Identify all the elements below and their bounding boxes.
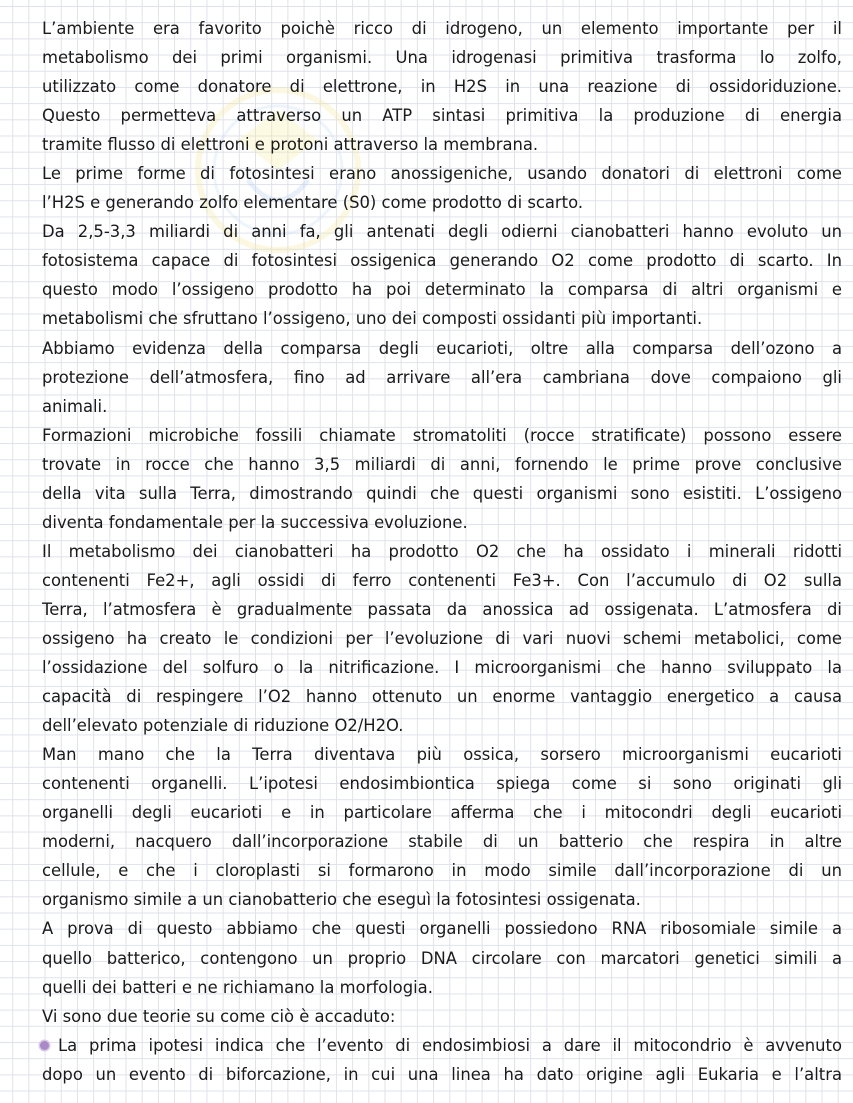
text-line: L’ambiente era favorito poichè ricco di idrogeno, un elemento importante per il [42,19,842,38]
text-line: capacità di respingere l’O2 hanno ottenuto un enorme vantaggio energetico a causa [42,687,842,707]
document-body [42,14,842,1089]
text-line: organismo simile a un cianobatterio che eseguì la fotosintesi ossigenata. [42,890,641,910]
text-line: quello batterico, contengono un proprio DNA circolare con marcatori genetici simili a [42,948,842,968]
text-line: protezione dell’atmosfera, fino ad arrivare all’era cambriana dove compaiono gli [42,367,842,387]
bullet-dot-icon [40,1041,49,1050]
text-line: A prova di questo abbiamo che questi organelli possiedono RNA ribosomiale simile a [42,919,842,939]
text-line: Man mano che la Terra diventava più ossica, sorsero microorganismi eucarioti [42,745,842,765]
text-line: della vita sulla Terra, dimostrando quindi che questi organismi sono esistiti. L’ossigeno [42,483,842,503]
text-line: ossigeno ha creato le condizioni per l’evoluzione di vari nuovi schemi metabolici, come [42,628,842,648]
text-line: Da 2,5-3,3 miliardi di anni fa, gli antenati degli odierni cianobatteri hanno evoluto un [42,222,842,242]
text-line: metabolismi che sfruttano l’ossigeno, uno dei composti ossidanti più importanti. [42,309,703,329]
text-line: Vi sono due teorie su come ciò è accaduto: [42,1006,396,1026]
text-line: diventa fondamentale per la successiva evoluzione. [42,512,468,532]
text-line: trovate in rocce che hanno 3,5 miliardi di anni, fornendo le prime prove conclusive [42,454,842,474]
text-line: Terra, l’atmosfera è gradualmente passata da anossica ad ossigenata. L’atmosfera di [42,599,842,619]
text-line: Abbiamo evidenza della comparsa degli eucarioti, oltre alla comparsa dell’ozono a [42,338,842,358]
text-line: tramite flusso di elettroni e protoni attraverso la membrana. [42,135,539,155]
text-line: contenenti Fe2+, agli ossidi di ferro contenenti Fe3+. Con l’accumulo di O2 sulla [42,570,842,590]
text-line: Questo permetteva attraverso un ATP sintasi primitiva la produzione di energia [42,106,842,126]
text-line: Il metabolismo dei cianobatteri ha prodotto O2 che ha ossidato i minerali ridotti [42,541,842,561]
text-line: utilizzato come donatore di elettrone, in H2S in una reazione di ossidoriduzione. [42,77,842,97]
text-line: Formazioni microbiche fossili chiamate stromatoliti (rocce stratificate) possono essere [42,425,842,445]
bullet-list-item [42,1031,842,1060]
text-line: l’H2S e generando zolfo elementare (S0) come prodotto di scarto. [42,193,584,213]
text-line: contenenti organelli. L’ipotesi endosimbiontica spiega come si sono originati gli [42,774,842,794]
text-line: dopo un evento di biforcazione, in cui una linea ha dato origine agli Eukaria e l’altra [42,1064,842,1084]
text-line: Le prime forme di fotosintesi erano anossigeniche, usando donatori di elettroni come [42,164,842,184]
text-line: metabolismo dei primi organismi. Una idrogenasi primitiva trasforma lo zolfo, [42,48,842,68]
text-line: l’ossidazione del solfuro o la nitrificazione. I microorganismi che hanno sviluppato la [42,658,842,678]
text-line: dell’elevato potenziale di riduzione O2/H2O. [42,716,404,736]
bullet-text: La prima ipotesi indica che l’evento di endosimbiosi a dare il mitocondrio è avvenuto [58,1035,842,1055]
text-line: fotosistema capace di fotosintesi ossigenica generando O2 come prodotto di scarto. In [42,251,842,271]
text-line: animali. [42,396,108,416]
text-line: questo modo l’ossigeno prodotto ha poi determinato la comparsa di altri organismi e [42,280,842,300]
text-line: cellule, e che i cloroplasti si formarono in modo simile dall’incorporazione di un [42,861,842,881]
text-line: organelli degli eucarioti e in particolare afferma che i mitocondri degli eucarioti [42,803,842,823]
text-line: quelli dei batteri e ne richiamano la morfologia. [42,977,433,997]
text-line: moderni, nacquero dall’incorporazione stabile di un batterio che respira in altre [42,832,842,852]
